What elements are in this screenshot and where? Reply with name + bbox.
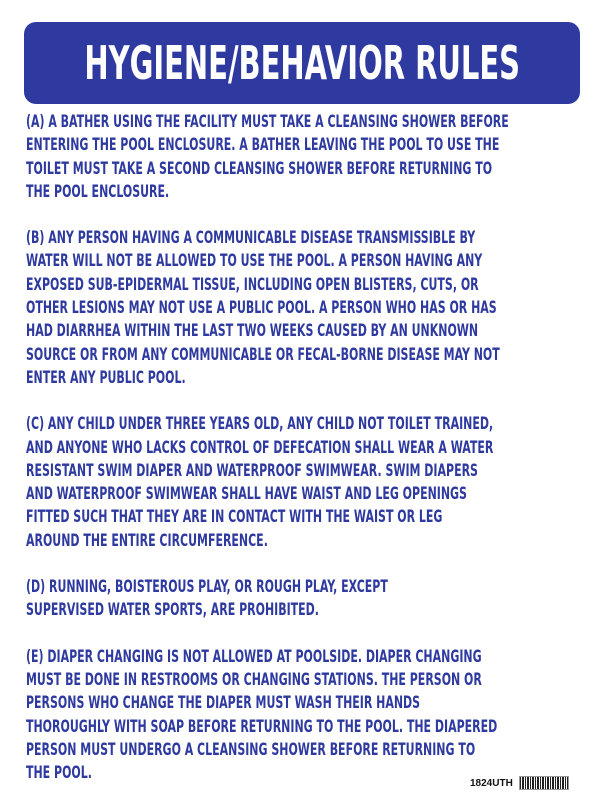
rule-line: HAD DIARRHEA WITHIN THE LAST TWO WEEKS CAUSED BY AN UNKNOWN xyxy=(26,321,479,341)
rule-line: AROUND THE ENTIRE CIRCUMFERENCE. xyxy=(26,530,268,550)
rule-line: EXPOSED SUB-EPIDERMAL TISSUE, INCLUDING OPEN BLISTERS, CUTS, OR xyxy=(26,274,479,294)
rule-line: ENTER ANY PUBLIC POOL. xyxy=(26,367,186,387)
sign-title: HYGIENE/BEHAVIOR RULES xyxy=(84,36,520,90)
rule-a xyxy=(26,110,600,203)
rule-d xyxy=(26,575,600,622)
rule-e xyxy=(26,645,600,785)
rule-line: (D) RUNNING, BOISTEROUS PLAY, OR ROUGH PLAY, EXCEPT xyxy=(26,577,388,597)
rule-line: PERSONS WHO CHANGE THE DIAPER MUST WASH THEIR HANDS xyxy=(26,693,421,713)
rule-line: FITTED SUCH THAT THEY ARE IN CONTACT WITH THE WAIST OR LEG xyxy=(26,507,443,527)
rule-line: PERSON MUST UNDERGO A CLEANSING SHOWER BEFORE RETURNING TO xyxy=(26,739,476,759)
rule-line: ENTERING THE POOL ENCLOSURE. A BATHER LEAVING THE POOL TO USE THE xyxy=(26,135,500,155)
rule-b xyxy=(26,226,600,389)
rule-c xyxy=(26,412,600,552)
rule-line: (A) A BATHER USING THE FACILITY MUST TAKE A CLEANSING SHOWER BEFORE xyxy=(26,112,509,131)
rule-line: RESISTANT SWIM DIAPER AND WATERPROOF SWIMWEAR. SWIM DIAPERS xyxy=(26,460,478,480)
rule-line: SUPERVISED WATER SPORTS, ARE PROHIBITED. xyxy=(26,600,319,620)
rules-list xyxy=(26,110,600,807)
rule-line: OTHER LESIONS MAY NOT USE A PUBLIC POOL. A PERSON WHO HAS OR HAS xyxy=(26,298,497,318)
part-number: 1824UTH xyxy=(470,777,513,789)
rule-line: (E) DIAPER CHANGING IS NOT ALLOWED AT POOLSIDE. DIAPER CHANGING xyxy=(26,646,482,666)
barcode-icon xyxy=(519,776,569,790)
rule-line: THE POOL ENCLOSURE. xyxy=(26,181,170,201)
rule-line: AND WATERPROOF SWIMWEAR SHALL HAVE WAIST AND LEG OPENINGS xyxy=(26,484,467,504)
rule-line: MUST BE DONE IN RESTROOMS OR CHANGING STATIONS. THE PERSON OR xyxy=(26,669,482,689)
rule-line: TOILET MUST TAKE A SECOND CLEANSING SHOWER BEFORE RETURNING TO xyxy=(26,158,493,178)
rule-line: (C) ANY CHILD UNDER THREE YEARS OLD, ANY CHILD NOT TOILET TRAINED, xyxy=(26,414,494,434)
rule-line: THE POOL. xyxy=(26,763,92,783)
title-banner xyxy=(24,22,580,104)
rule-line: THOROUGHLY WITH SOAP BEFORE RETURNING TO THE POOL. THE DIAPERED xyxy=(26,716,498,736)
rule-line: SOURCE OR FROM ANY COMMUNICABLE OR FECAL-BORNE DISEASE MAY NOT xyxy=(26,344,500,364)
rule-line: AND ANYONE WHO LACKS CONTROL OF DEFECATION SHALL WEAR A WATER xyxy=(26,437,494,457)
sign-footer xyxy=(470,773,590,793)
rule-line: WATER WILL NOT BE ALLOWED TO USE THE POOL. A PERSON HAVING ANY xyxy=(26,251,483,271)
rule-line: (B) ANY PERSON HAVING A COMMUNICABLE DISEASE TRANSMISSIBLE BY xyxy=(26,228,476,248)
